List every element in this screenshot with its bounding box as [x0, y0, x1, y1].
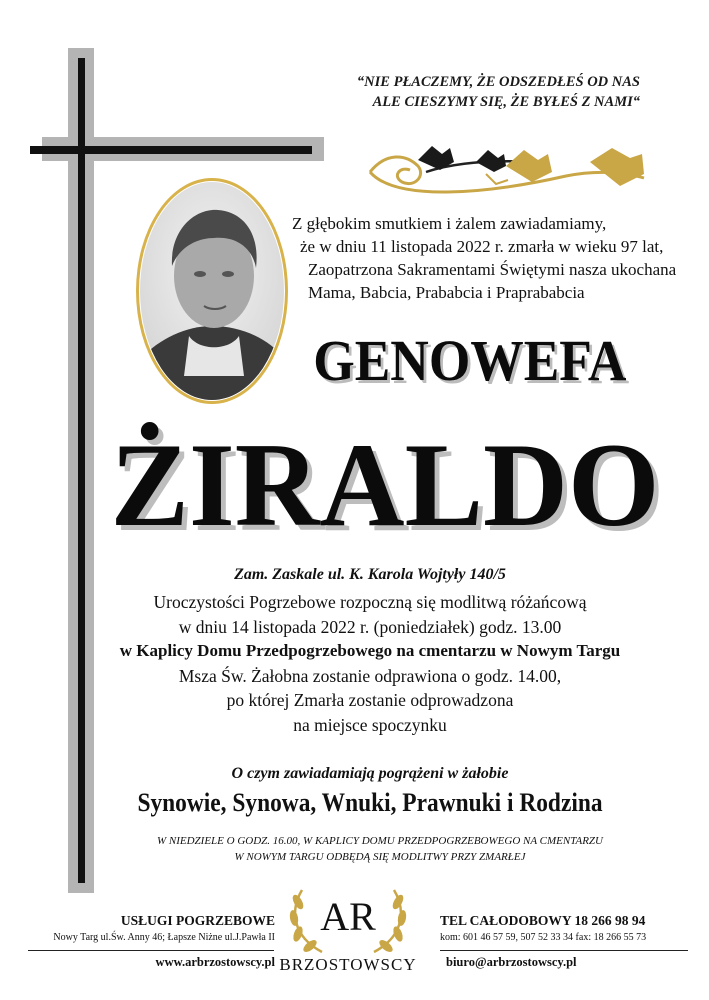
intro-line-4: Mama, Babcia, Prababcia i Praprababcia [308, 283, 585, 302]
intro-line-1: Z głębokim smutkiem i żalem zawiadamiamy, [292, 214, 607, 233]
footer-website-link[interactable]: www.arbrzostowscy.pl [155, 955, 275, 969]
memorial-quote [300, 72, 640, 112]
quote-line-2: ALE CIESZYMY SIĘ, ŻE BYŁEŚ Z NAMI“ [372, 94, 640, 110]
cross-black-vertical [78, 58, 85, 883]
prayer-note-line-1: W NIEDZIELE O GODZ. 16.00, W KAPLICY DOMU PRZEDPOGRZEBOWEGO NA CMENTARZU [156, 835, 603, 847]
footer-company-address: Nowy Targ ul.Św. Anny 46; Łapsze Niżne ul.J.Pawła II [53, 932, 275, 943]
vine-ornament-icon [366, 132, 648, 212]
footer-mobile-fax: kom: 601 46 57 59, 507 52 33 34 fax: 18 266 55 73 [440, 932, 647, 943]
announcement-intro [292, 212, 677, 304]
footer-phone: TEL CAŁODOBOWY 18 266 98 94 [440, 913, 646, 928]
deceased-first-name: GENOWEFA [313, 328, 627, 393]
portrait-photo [134, 176, 290, 406]
mourners-list: Synowie, Synowa, Wnuki, Prawnuki i Rodzina [137, 788, 603, 817]
intro-line-2: że w dniu 11 listopada 2022 r. zmarła w wieku 97 lat, [300, 237, 664, 256]
footer-left-divider [28, 950, 274, 951]
prayer-note-line-2: W NOWYM TARGU ODBĘDĄ SIĘ MODLITWY PRZY ZMARŁEJ [234, 851, 526, 863]
footer-company-title: USŁUGI POGRZEBOWE [120, 913, 275, 928]
mourners-intro: O czym zawiadamiają pogrążeni w żałobie [231, 765, 509, 782]
logo-letters: AR [320, 894, 376, 939]
ceremony-details [80, 590, 660, 737]
deceased-address: Zam. Zaskale ul. K. Karola Wojtyły 140/5 [234, 566, 506, 583]
cross-black-horizontal [30, 146, 312, 154]
deceased-last-name: ŻIRALDO [110, 418, 660, 551]
footer-email-link[interactable]: biuro@arbrzostowscy.pl [446, 955, 577, 969]
quote-line-1: “NIE PŁACZEMY, ŻE ODSZEDŁEŚ OD NAS [356, 74, 640, 90]
ceremony-line-1: Uroczystości Pogrzebowe rozpoczną się modlitwą różańcową [153, 592, 587, 612]
logo-company-name: BRZOSTOWSCY [279, 955, 417, 974]
ceremony-line-5: po której Zmarła zostanie odprowadzona [226, 690, 514, 710]
ceremony-line-4: Msza Św. Żałobna zostanie odprawiona o godz. 14.00, [178, 665, 562, 686]
ceremony-line-6: na miejsce spoczynku [293, 714, 447, 735]
footer-right-divider [440, 950, 688, 951]
ceremony-line-3: w Kaplicy Domu Przedpogrzebowego na cmentarzu w Nowym Targu [119, 641, 621, 660]
intro-line-3: Zaopatrzona Sakramentami Świętymi nasza ukochana [308, 260, 677, 279]
ceremony-line-2: w dniu 14 listopada 2022 r. (poniedziałek) godz. 13.00 [178, 616, 562, 637]
prayer-note [120, 833, 640, 865]
